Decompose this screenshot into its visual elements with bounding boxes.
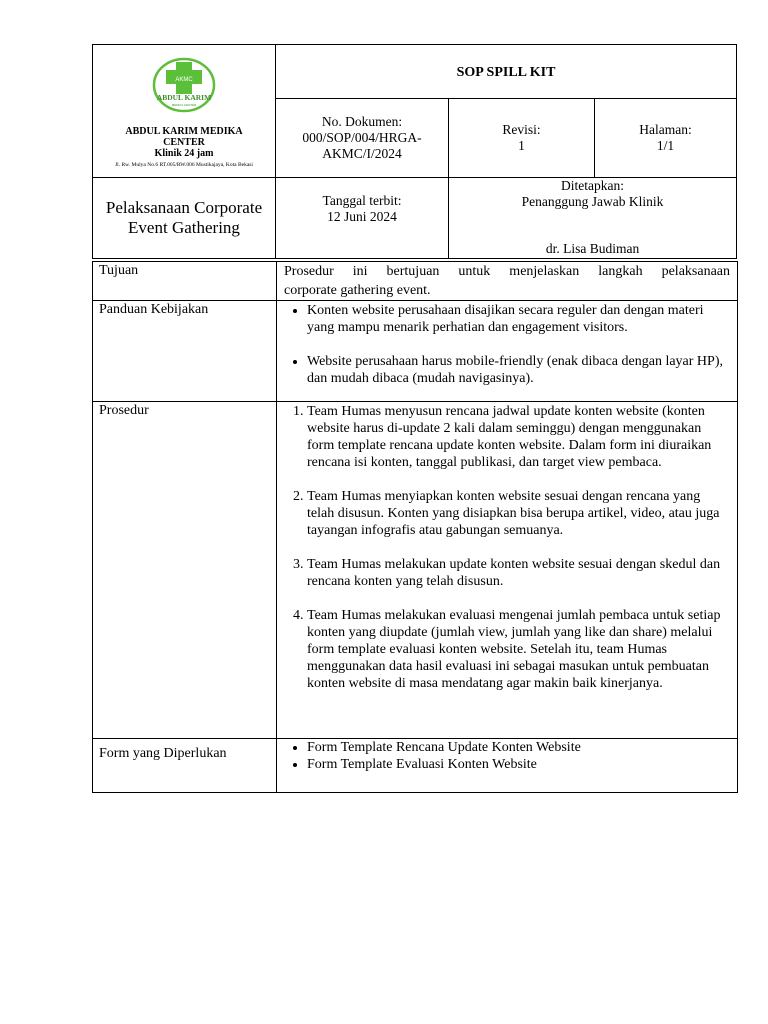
list-item: 3. Team Humas melakukan update konten website sesuai dengan skedul dan rencana konten yang telah disusun. xyxy=(307,556,730,590)
approved-label: Ditetapkan: xyxy=(561,178,624,193)
section-label-tujuan: Tujuan xyxy=(93,262,277,301)
issue-date-cell xyxy=(276,178,449,259)
list-item: • Form Template Evaluasi Konten Website xyxy=(307,756,730,773)
clinic-logo xyxy=(152,57,216,113)
revision-label: Revisi: xyxy=(502,122,541,137)
revision-cell xyxy=(449,99,595,178)
section-body-tujuan xyxy=(277,262,738,301)
org-address: Jl. Rw. Mulya No.6 RT.005/RW.006 Mustikajaya, Kota Bekasi xyxy=(115,162,253,168)
section-label-prosedur: Prosedur xyxy=(93,402,277,739)
list-item: • Website perusahaan harus mobile-friendly (enak dibaca dengan layar HP), dan mudah dibaca (mudah navigasinya). xyxy=(307,353,730,387)
doc-number-cell xyxy=(276,99,449,178)
doc-number-label: No. Dokumen: xyxy=(321,114,403,129)
section-body-prosedur xyxy=(277,402,738,739)
list-item: 4. Team Humas melakukan evaluasi mengenai jumlah pembaca untuk setiap konten yang diupdate (jumlah view, jumlah yang like dan share) melalui form template evaluasi konten website. Setelah itu, team Humas menggunakan data hasil evaluasi ini sebagai masukan untuk pembuatan konten website di masa mendatang agar makin baik kinerjanya. xyxy=(307,607,730,692)
page-label: Halaman: xyxy=(639,122,692,137)
org-subtitle: Klinik 24 jam xyxy=(154,148,214,159)
sop-header-table xyxy=(92,44,737,259)
document-title: SOP SPILL KIT xyxy=(456,64,556,80)
form-list xyxy=(277,739,730,773)
page-cell xyxy=(595,99,737,178)
tujuan-line-2: corporate gathering event. xyxy=(284,283,431,298)
list-item: 2. Team Humas menyiapkan konten website sesuai dengan rencana yang telah disusun. Konten yang disiapkan bisa berupa artikel, video, atau juga tayangan infografis atau gabungan semuanya. xyxy=(307,488,730,539)
doc-number-value: 000/SOP/004/HRGA-AKMC/I/2024 xyxy=(302,130,422,161)
logo-text: ABDUL KARIM xyxy=(156,93,212,102)
org-name: ABDUL KARIM MEDIKA CENTER xyxy=(125,126,243,148)
page-value: 1/1 xyxy=(656,138,675,153)
org-block xyxy=(93,45,276,178)
list-item: • Konten website perusahaan disajikan secara reguler dan dengan materi yang mampu menarik perhatian dan engagement visitors. xyxy=(307,302,730,336)
section-body-panduan xyxy=(277,301,738,402)
issue-date-value: 12 Juni 2024 xyxy=(327,209,397,224)
list-item: 1. Team Humas menyusun rencana jadwal update konten website (konten website harus di-update 2 kali dalam seminggu) dengan menggunakan form template rencana update konten website. Dalam form ini diuraikan rencana isi konten, tanggal publikasi, dan target view pembaca. xyxy=(307,403,730,471)
issue-date-label: Tanggal terbit: xyxy=(322,193,402,208)
tujuan-line-1: Prosedur ini bertujuan untuk menjelaskan langkah pelaksanaan xyxy=(284,264,730,279)
subject-cell xyxy=(93,178,276,259)
approval-cell xyxy=(449,178,737,259)
logo-subtext: MEDIKA CENTER xyxy=(171,103,197,107)
sop-content-table xyxy=(92,261,738,793)
section-label-panduan: Panduan Kebijakan xyxy=(93,301,277,402)
logo-badge-text: AKMC xyxy=(175,77,193,83)
approved-role: Penanggung Jawab Klinik xyxy=(521,194,664,209)
section-body-form xyxy=(277,739,738,793)
document-subject: Pelaksanaan Corporate Event Gathering xyxy=(105,198,263,237)
title-cell xyxy=(276,45,737,99)
list-item: • Form Template Rencana Update Konten Website xyxy=(307,739,730,756)
revision-value: 1 xyxy=(518,138,525,153)
approved-name: dr. Lisa Budiman xyxy=(545,241,640,256)
prosedur-list xyxy=(277,403,730,692)
panduan-list xyxy=(277,302,730,387)
section-label-form: Form yang Diperlukan xyxy=(93,739,277,793)
